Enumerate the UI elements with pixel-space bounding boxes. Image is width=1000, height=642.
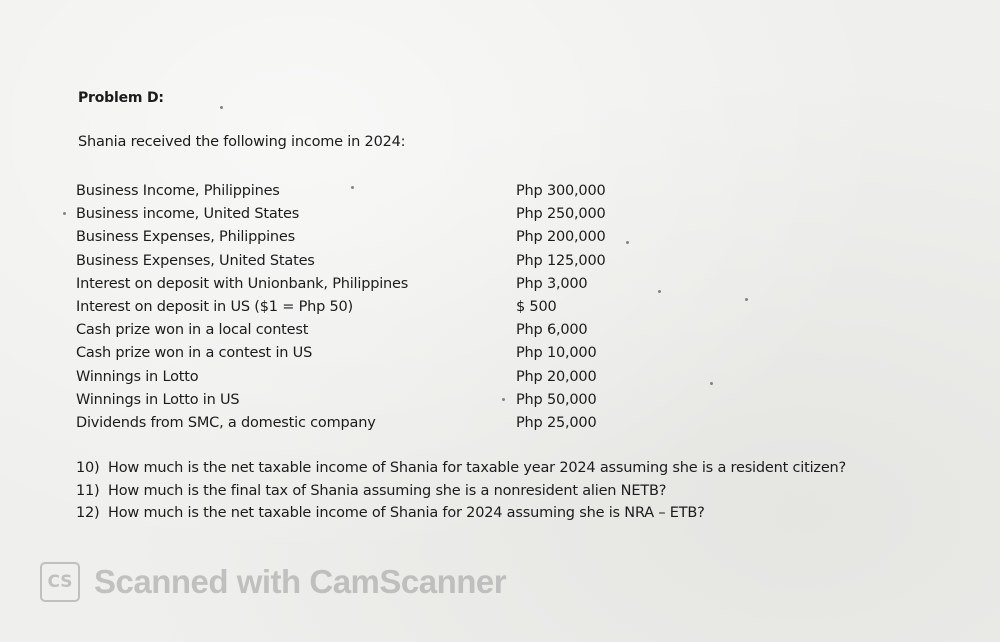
- income-list: [76, 180, 636, 435]
- scan-speck: [502, 398, 505, 401]
- income-item-label: Business Income, Philippines: [76, 183, 280, 199]
- income-item-amount: Php 10,000: [516, 345, 597, 362]
- scan-speck: [626, 241, 629, 244]
- income-item-amount: $ 500: [516, 298, 557, 315]
- income-item: [76, 366, 636, 389]
- income-item-label: Dividends from SMC, a domestic company: [76, 414, 376, 431]
- intro-text: Shania received the following income in 2024:: [78, 134, 406, 150]
- question-item: [76, 502, 846, 525]
- income-item-label: Winnings in Lotto: [76, 368, 199, 385]
- income-item-label: Business income, United States: [76, 206, 300, 223]
- income-item-amount: Php 300,000: [516, 183, 606, 199]
- income-item-label: Business Expenses, Philippines: [76, 229, 295, 246]
- income-item-label: Winnings in Lotto in US: [76, 391, 240, 408]
- income-item: [76, 412, 636, 435]
- watermark-text: Scanned with CamScanner: [94, 563, 507, 600]
- income-item: [76, 296, 636, 319]
- income-item-label: Interest on deposit with Unionbank, Philippines: [76, 275, 409, 292]
- income-item-amount: Php 125,000: [516, 252, 606, 269]
- income-item-label: Cash prize won in a local contest: [76, 322, 309, 339]
- income-item: [76, 180, 636, 203]
- income-item-label: Cash prize won in a contest in US: [76, 345, 313, 362]
- question-item: [76, 480, 846, 503]
- scan-speck: [351, 186, 354, 189]
- income-item: [76, 250, 636, 273]
- scan-speck: [745, 298, 748, 301]
- question-text: How much is the final tax of Shania assuming she is a nonresident alien NETB?: [108, 482, 667, 499]
- question-list: [76, 457, 846, 525]
- income-item-label: Interest on deposit in US ($1 = Php 50): [76, 298, 354, 315]
- income-item-amount: Php 50,000: [516, 391, 597, 408]
- income-item: [76, 342, 636, 365]
- income-item-amount: Php 20,000: [516, 368, 597, 385]
- income-item: [76, 226, 636, 249]
- question-number: 11): [76, 482, 100, 499]
- question-number: 10): [76, 460, 100, 476]
- scan-speck: [658, 290, 661, 293]
- income-item-amount: Php 25,000: [516, 414, 597, 431]
- scan-speck: [710, 382, 713, 385]
- income-item: [76, 273, 636, 296]
- scan-speck: [63, 212, 66, 215]
- problem-title: Problem D:: [78, 90, 164, 106]
- scan-speck: [220, 106, 223, 109]
- income-item-amount: Php 6,000: [516, 322, 588, 339]
- income-item-amount: Php 200,000: [516, 229, 606, 246]
- income-item-label: Business Expenses, United States: [76, 252, 315, 269]
- question-text: How much is the net taxable income of Shania for taxable year 2024 assuming she is a resident citizen?: [108, 460, 847, 476]
- question-item: [76, 457, 846, 480]
- camscanner-watermark: [40, 562, 506, 602]
- income-item: [76, 203, 636, 226]
- question-text: How much is the net taxable income of Shania for 2024 assuming she is NRA – ETB?: [108, 505, 705, 521]
- camscanner-logo-icon: CS: [40, 562, 80, 602]
- income-item: [76, 389, 636, 412]
- income-item-amount: Php 250,000: [516, 206, 606, 223]
- question-number: 12): [76, 505, 100, 521]
- income-item: [76, 319, 636, 342]
- income-item-amount: Php 3,000: [516, 275, 588, 292]
